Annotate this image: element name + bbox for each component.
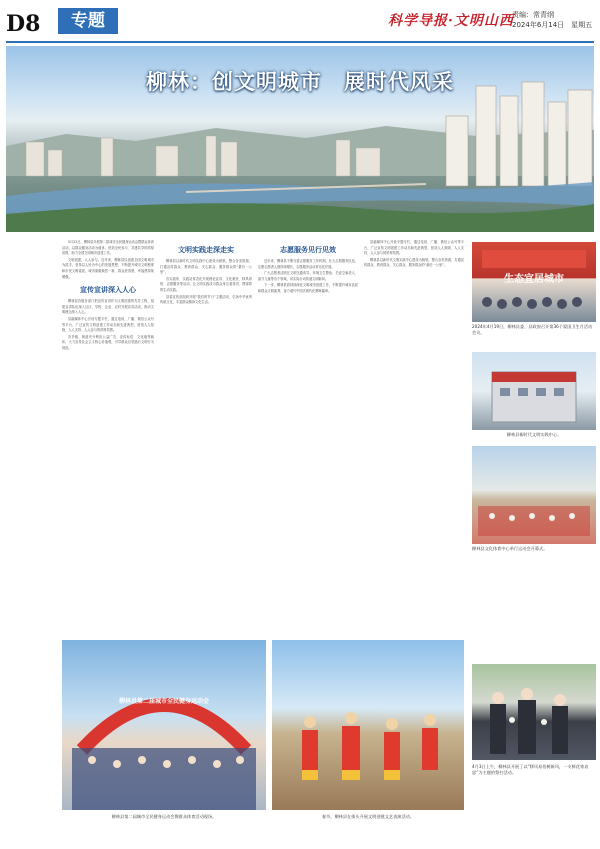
- fitness-event-photo: [62, 640, 266, 810]
- photo-caption: 柳林县第二届城市全民健身运动会暨群众体育活动现场。: [111, 814, 217, 819]
- meeting-photo: [472, 242, 596, 322]
- body-paragraph: 柳林县以新时代文明实践中心建设为统领，整合各类资源，打通宣传群众、教育群众、关心群众、服务群众的“最后一公里”。: [364, 257, 464, 268]
- body-paragraph: 下一步，柳林县将持续深化文明城市创建工作，不断提升城市品质和群众文明素养，奋力谱写中国式现代化柳林篇章。: [258, 283, 358, 293]
- section-heading: 志愿服务见行见效: [280, 246, 336, 254]
- newspaper-brand: 科学导报·文明山西: [388, 13, 514, 29]
- photo-caption: 柳林县新时代文明实践中心。: [506, 432, 562, 437]
- text-column-4: [364, 240, 464, 632]
- page-number: D8: [6, 11, 41, 37]
- body-paragraph: 各实践所、实践站常态化开展理论宣讲、文化惠民、移风易俗、志愿服务等活动，让文明实践成为群众身边看得见、摸得着的生动实践。: [160, 276, 252, 292]
- text-column-3: [258, 240, 358, 632]
- street-performance-photo: [272, 640, 464, 810]
- body-paragraph: 县委宣传部组织开展“我们的节日”主题活动，弘扬中华优秀传统文化，丰富群众精神文化生活。: [160, 294, 252, 305]
- photo-caption: 柳林县文化体育中心举行运动会开幕式。: [472, 546, 548, 551]
- body-paragraph: 县融媒体中心开设专题专栏，通过电视、广播、微信公众号等平台，广泛宣传文明创建工作动态和先进典型，营造人人知晓、人人支持、人人参与的浓厚氛围。: [62, 316, 154, 333]
- header-rule: [6, 41, 594, 43]
- body-paragraph: 近年来，柳林县不断完善志愿服务工作机制，壮大志愿服务队伍，注册志愿者人数持续增长，志愿服务活动常态化开展。: [258, 259, 358, 269]
- date-line: 2024年6月14日 星期五: [512, 21, 593, 29]
- body-paragraph: 县融媒体中心开设专题专栏，通过电视、广播、微信公众号等平台，广泛宣传文明创建工作动态和先进典型，营造人人知晓、人人支持、人人参与的浓厚氛围。: [364, 240, 464, 256]
- practice-center-photo: [472, 352, 596, 430]
- photo-caption: 春节，柳林县在街头开展文明创建文艺表演活动。: [321, 814, 415, 819]
- body-paragraph: 柳林县以新时代文明实践中心建设为统领，整合各类资源，打通宣传群众、教育群众、关心群众、服务群众的“最后一公里”。: [160, 259, 252, 275]
- building-illustration: [472, 352, 596, 430]
- crowd-illustration: [472, 446, 596, 544]
- photo-caption: 2024年4月19日，柳林县委、县政府召开第36个爱国卫生月活动会议。: [472, 324, 593, 335]
- headline: 柳林：创文明城市 展时代风采: [146, 70, 454, 94]
- sports-opening-photo: [472, 446, 596, 544]
- photo-banner-text: 柳林县第二届城市全民健身运动会: [118, 698, 209, 705]
- hero-photo: [6, 46, 594, 232]
- text-column-1: [62, 240, 154, 632]
- intro-paragraph: 5月22日，柳林县开展第二届城市全民健身运动会暨群众体育活动，以群众健身活动为载体，营造全民参与、共建共享的浓厚氛围，助力全国文明城市创建工作。: [62, 240, 154, 256]
- body-paragraph: 广大志愿者活跃在文明交通劝导、环境卫生整治、关爱空巢老人、留守儿童等各个领域，用实际行动传递文明新风。: [258, 271, 358, 281]
- text-column-2: [160, 240, 252, 632]
- section-heading: 文明实践走深走实: [178, 246, 234, 254]
- memorial-event-photo: [472, 664, 596, 760]
- body-paragraph: 柳林县各级各部门把宣传宣讲作为文明创建的先导工程，组建宣讲队伍深入社区、学校、企业、农村开展宣讲活动，推动文明理念深入人心。: [62, 299, 154, 315]
- arch-crowd-illustration: [62, 640, 266, 810]
- editor-line: 责编：常青纲: [512, 11, 554, 19]
- intro-paragraph: 文明创建，人人参与。近年来，柳林县以创建全国文明城市为抓手，坚持以人民为中心的发展思想，不断提升城市文明程度和市民文明素质，城市面貌焕然一新，群众获得感、幸福感持续增强。: [62, 257, 154, 279]
- people-illustration: [472, 664, 596, 760]
- body-paragraph: 各乡镇、街道充分利用公益广告、宣传标语、文化墙等载体，大力宣传社会主义核心价值观，引导群众自觉践行文明行为规范。: [62, 334, 154, 350]
- section-heading: 宣传宣讲深入人心: [80, 286, 136, 295]
- performers-illustration: [272, 640, 464, 810]
- issue-meta: [512, 10, 592, 30]
- photo-sign-text: 生态宜居城市: [504, 274, 564, 285]
- photo-caption: 4月3日上午，柳林县开展了以“移风易俗树新风，一支鲜花寄哀思”为主题的祭扫活动。: [472, 764, 589, 775]
- section-tag: 专题: [58, 8, 118, 34]
